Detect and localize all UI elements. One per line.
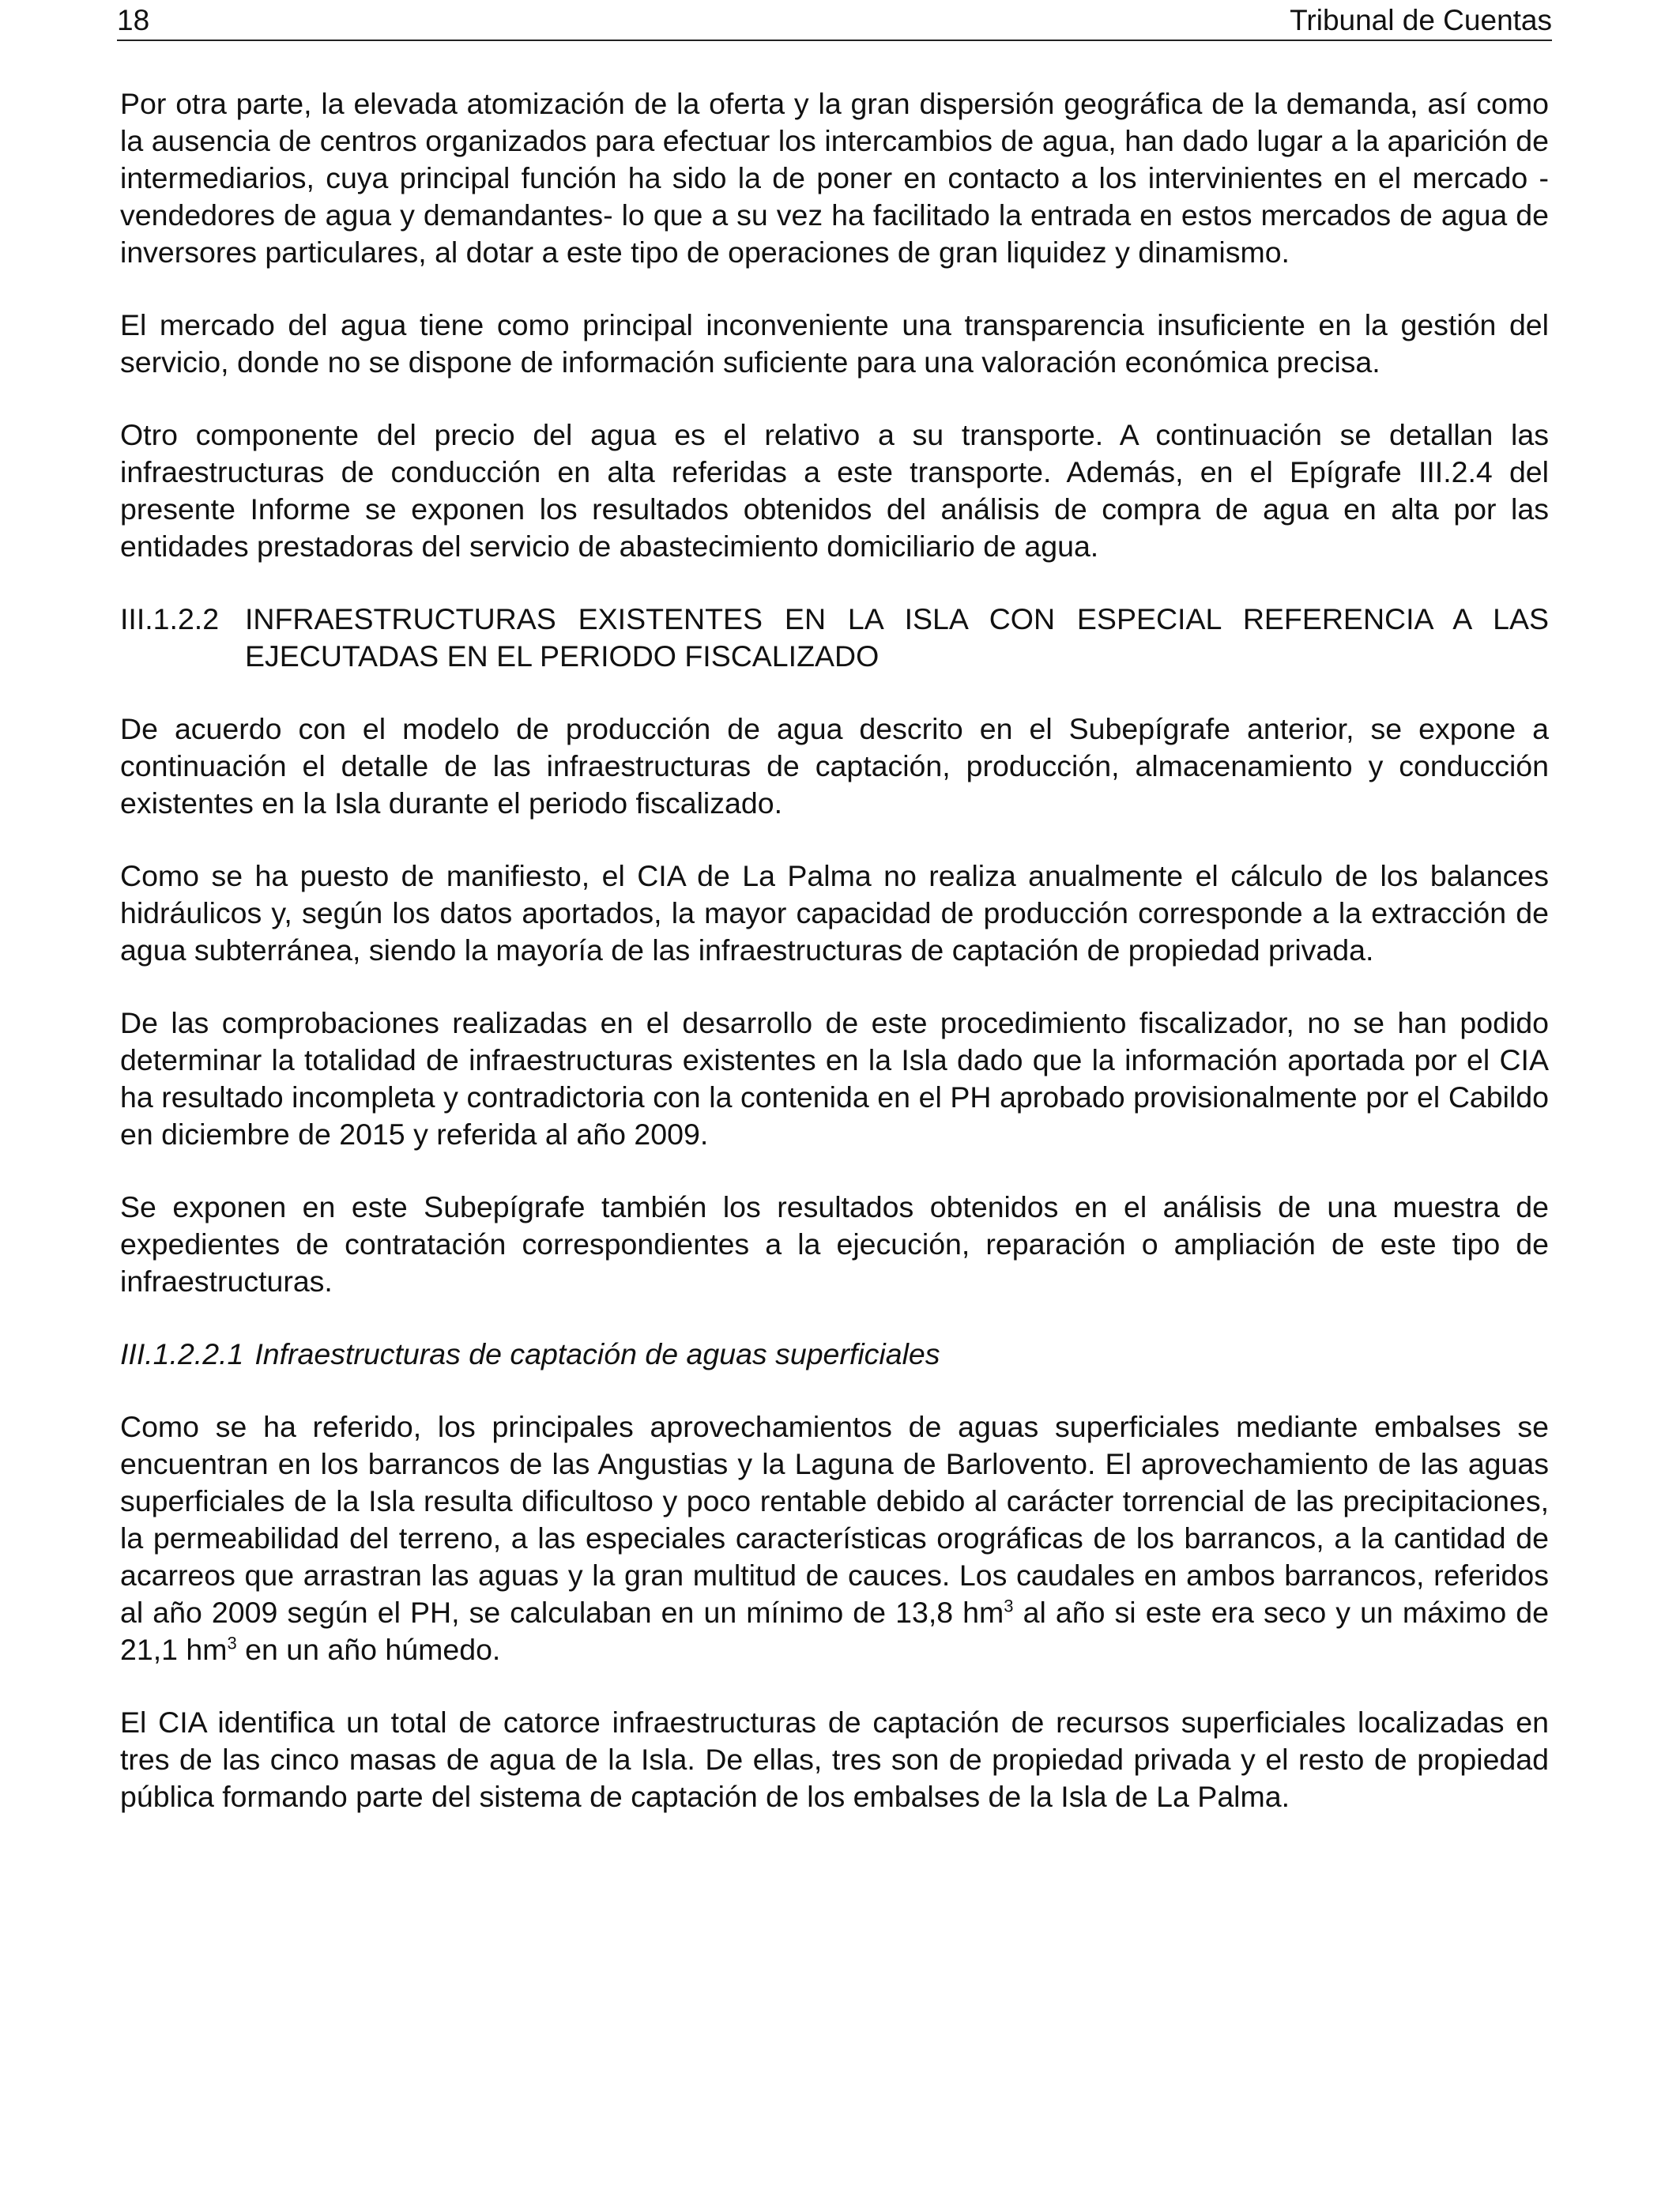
section-number: III.1.2.2 xyxy=(120,602,220,635)
page-header xyxy=(117,0,1552,41)
paragraph-transport: Otro componente del precio del agua es el relativo a su transporte. A continuación se detallan las infraestructuras de conducción en alta referidas a este transporte. Además, en el Epígrafe III.2.4 del presente Informe se exponen los resultados obtenidos del análisis de compra de agua en alta por las entidades prestadoras del servicio de abastecimiento domiciliario de agua. xyxy=(120,418,1549,563)
paragraph-cia-balances: Como se ha puesto de manifiesto, el CIA de La Palma no realiza anualmente el cálculo de los balances hidráulicos y, según los datos aportados, la mayor capacidad de producción corresponde a la extracción de agua subterránea, siendo la mayoría de las infraestructuras de captación de propiedad privada. xyxy=(120,859,1549,967)
page-body xyxy=(120,85,1549,1851)
superscript-cubic-1: 3 xyxy=(1004,1596,1014,1616)
subsection-number: III.1.2.2.1 xyxy=(120,1337,244,1370)
paragraph-contract-sample: Se exponen en este Subepígrafe también los resultados obtenidos en el análisis de una muestra de expedientes de contratación correspondientes a la ejecución, reparación o ampliación de este tipo de infraestructuras. xyxy=(120,1190,1549,1298)
paragraph-verifications: De las comprobaciones realizadas en el desarrollo de este procedimiento fiscalizador, no se han podido determinar la totalidad de infraestructuras existentes en la Isla dado que la información aportada por el CIA ha resultado incompleta y contradictoria con la contenida en el PH aprobado provisionalmente por el Cabildo en diciembre de 2015 y referida al año 2009. xyxy=(120,1006,1549,1151)
subsection-title: Infraestructuras de captación de aguas superficiales xyxy=(254,1337,940,1370)
paragraph-production-model: De acuerdo con el modelo de producción de agua descrito en el Subepígrafe anterior, se expone a continuación el detalle de las infraestructuras de captación, producción, almacenamiento y conducción existentes en la Isla durante el periodo fiscalizado. xyxy=(120,712,1549,820)
paragraph-transparency: El mercado del agua tiene como principal inconveniente una transparencia insuficiente en la gestión del servicio, donde no se dispone de información suficiente para una valoración económica precisa. xyxy=(120,308,1549,379)
surface-water-text-c: en un año húmedo. xyxy=(236,1633,501,1666)
paragraph-intermediaries: Por otra parte, la elevada atomización de la oferta y la gran dispersión geográfica de la demanda, así como la ausencia de centros organizados para efectuar los intercambios de agua, han dado lugar a la aparición de intermediarios, cuya principal función ha sido la de poner en contacto a los intervinientes en el mercado -vendedores de agua y demandantes- lo que a su vez ha facilitado la entrada en estos mercados de agua de inversores particulares, al dotar a este tipo de operaciones de gran liquidez y dinamismo. xyxy=(120,87,1549,269)
paragraph-surface-water xyxy=(120,1408,1549,1668)
section-heading xyxy=(120,601,1549,675)
surface-water-text-a: Como se ha referido, los principales aprovechamientos de aguas superficiales mediante embalses se encuentran en los barrancos de las Angustias y la Laguna de Barlovento. El aprovechamiento de las aguas superficiales de la Isla resulta dificultoso y poco rentable debido al carácter torrencial de las precipitaciones, la permeabilidad del terreno, a las especiales características orográficas de los barrancos, a la cantidad de acarreos que arrastran las aguas y la gran multitud de cauces. Los caudales en ambos barrancos, referidos al año 2009 según el PH, se calculaban en un mínimo de 13,8 hm xyxy=(120,1410,1549,1629)
paragraph-catchment-count: El CIA identifica un total de catorce infraestructuras de captación de recursos superficiales localizadas en tres de las cinco masas de agua de la Isla. De ellas, tres son de propiedad privada y el resto de propiedad pública formando parte del sistema de captación de los embalses de la Isla de La Palma. xyxy=(120,1706,1549,1813)
subsection-heading xyxy=(120,1336,1549,1373)
header-title: Tribunal de Cuentas xyxy=(1290,4,1552,36)
surface-water-text-b: al año si este era seco y un máximo de 21,1 hm xyxy=(120,1596,1549,1666)
page-number: 18 xyxy=(117,4,150,36)
superscript-cubic-2: 3 xyxy=(227,1633,237,1653)
section-title: INFRAESTRUCTURAS EXISTENTES EN LA ISLA CON ESPECIAL REFERENCIA A LAS EJECUTADAS EN EL PERIODO FISCALIZADO xyxy=(245,602,1549,673)
